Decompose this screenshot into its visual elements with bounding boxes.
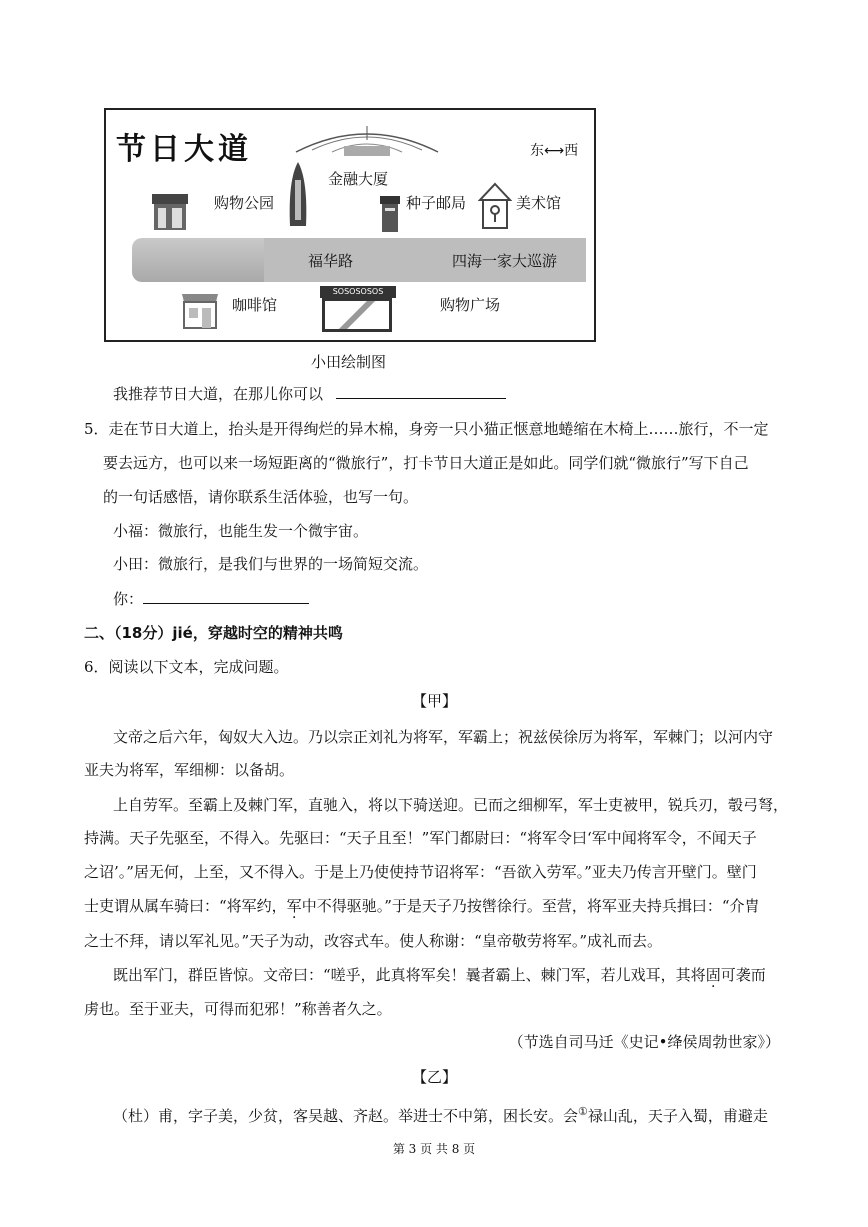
q5-line1: 5．走在节日大道上，抬头是开得绚烂的异木棉，身旁一只小猫正惬意地蜷缩在木椅上……旅行，不一定 <box>84 420 769 438</box>
shopping-plaza-label: 购物广场 <box>440 296 501 314</box>
q5-line2: 要去远方，也可以来一场短距离的“微旅行”，打卡节日大道正是如此。同学们就“微旅行”写下自己 <box>103 454 749 472</box>
map-caption: 小田绘制图 <box>311 353 387 371</box>
art-museum-label: 美术馆 <box>516 194 562 212</box>
seed-post-label: 种子邮局 <box>406 194 467 212</box>
emphasis-char: 军 <box>286 897 302 915</box>
jia-p2-line5: 之士不拜，请以军礼见。”天子为动，改容式车。使人称谢：“皇帝敬劳将军。”成礼而去。 <box>84 932 663 950</box>
jia-source: （节选自司马迁《史记•绛侯周勃世家》） <box>508 1033 780 1051</box>
jia-p2-line3: 之诏’。”居无何，上至，又不得入。于是上乃使使持节诏将军：“吾欲入劳军。”亚夫乃传言开壁门。壁门 <box>84 863 757 881</box>
q5-line3: 的一句话感悟，请你联系生活体验，也写一句。 <box>103 488 419 506</box>
mailbox-icon <box>378 194 402 234</box>
map-title: 节日大道 <box>116 132 252 167</box>
direction-label: 东⟷西 <box>530 143 579 159</box>
museum-icon <box>478 182 512 232</box>
page-footer: 第 3 页 共 8 页 <box>392 1142 476 1156</box>
tower-icon <box>286 160 310 232</box>
plaza-sign: SOSOSOSOS <box>320 286 396 298</box>
plaza-icon <box>320 286 396 334</box>
parade-label: 四海一家大巡游 <box>452 252 558 270</box>
xiaofu-line: 小福：微旅行，也能生发一个微宇宙。 <box>113 522 369 540</box>
cafe-icon <box>180 290 220 330</box>
shop-icon <box>150 192 190 232</box>
yi-line1: （杜）甫，字子美，少贫，客吴越、齐赵。举进士不中第，困长安。会①禄山乱，天子入蜀，甫避走 <box>113 1105 768 1125</box>
overpass-illustration <box>292 122 442 162</box>
q4-recommend-line <box>113 383 506 405</box>
xiaotian-line: 小田：微旅行，是我们与世界的一场简短交流。 <box>113 555 429 573</box>
cafe-label: 咖啡馆 <box>232 296 278 314</box>
jia-p2-line4: 士吏谓从属车骑曰：“将军约，军中不得驱驰。”于是天子乃按辔徐行。至营，将军亚夫持兵揖曰：“介胄 <box>84 897 760 915</box>
jia-p2-line1: 上自劳军。至霸上及棘门军，直驰入，将以下骑送迎。已而之细柳军，军士吏被甲，锐兵刃，彀弓弩， <box>113 796 789 814</box>
jia-p2-line2: 持满。天子先驱至，不得入。先驱曰：“天子且至！”军门都尉曰：“将军令曰‘军中闻将军令，不闻天子 <box>84 829 757 847</box>
q5-answer-blank[interactable] <box>143 589 309 604</box>
q4-text: 我推荐节日大道，在那儿你可以 <box>113 385 324 403</box>
fuhua-road-label: 福华路 <box>308 252 354 270</box>
jia-p3-line2: 虏也。至于亚夫，可得而犯邪！”称善者久之。 <box>84 1000 392 1018</box>
q6-instruction: 6．阅读以下文本，完成问题。 <box>84 658 289 676</box>
finance-tower-label: 金融大厦 <box>328 170 389 188</box>
emphasis-char: 固 <box>705 966 721 984</box>
footnote-marker: ① <box>578 1105 588 1118</box>
q4-answer-blank[interactable] <box>336 384 506 399</box>
passage-yi-title: 【乙】 <box>412 1068 458 1086</box>
passage-jia-title: 【甲】 <box>412 692 458 710</box>
section-2-heading: 二、（18分）jié，穿越时空的精神共鸣 <box>84 624 343 642</box>
your-answer-line <box>113 588 309 610</box>
festival-avenue-map <box>104 108 596 342</box>
jia-p1-line1: 文帝之后六年，匈奴大入边。乃以宗正刘礼为将军，军霸上；祝兹侯徐厉为将军，军棘门；以河内守 <box>113 728 774 746</box>
jia-p3-line1: 既出军门，群臣皆惊。文帝曰：“嗟乎，此真将军矣！曩者霸上、棘门军，若儿戏耳，其将固可袭而 <box>113 966 766 984</box>
you-label: 你： <box>113 590 144 608</box>
shopping-park-label: 购物公园 <box>214 194 275 212</box>
jia-p1-line2: 亚夫为将军，军细柳：以备胡。 <box>84 761 295 779</box>
